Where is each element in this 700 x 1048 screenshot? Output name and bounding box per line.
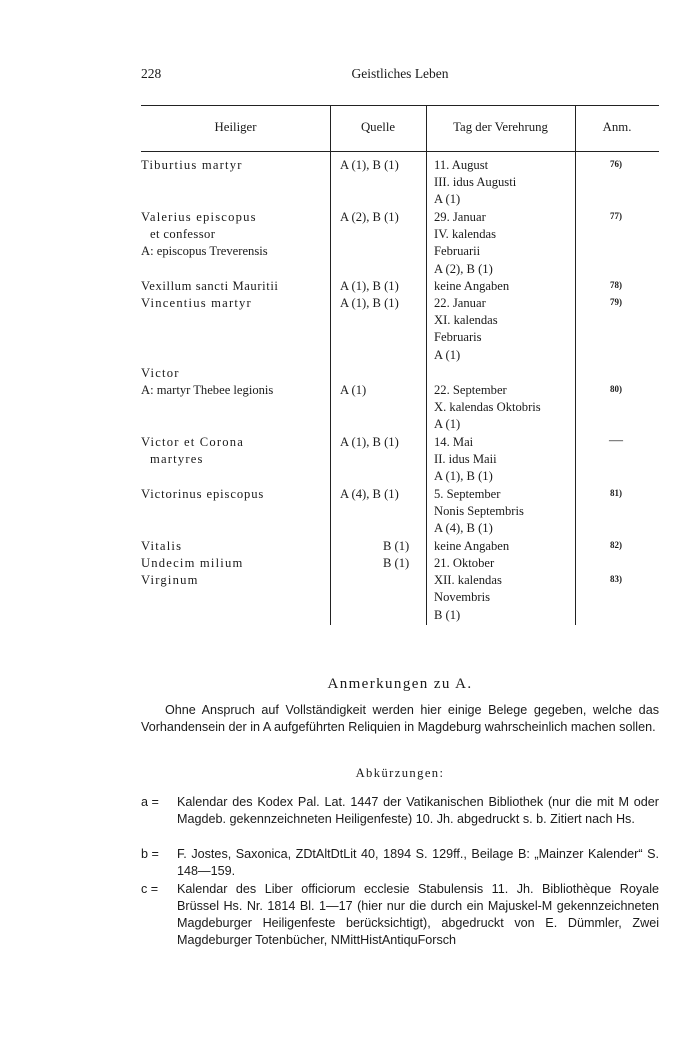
table-row-source: A (4), B (1) (340, 487, 399, 501)
page-number: 228 (141, 66, 162, 81)
table-row-source: A (1), B (1) (340, 158, 399, 172)
column-divider (330, 105, 331, 625)
abbreviation-key: a = (141, 795, 159, 809)
column-divider (575, 105, 576, 625)
table-row-saint: Undecim milium Virginum (141, 556, 244, 588)
table-row-note: 80) (610, 384, 622, 394)
table-row-note: 76) (610, 159, 622, 169)
column-divider (426, 105, 427, 625)
col-header-source: Quelle (360, 120, 396, 134)
table-row-saint: Tiburtius martyr (141, 158, 243, 172)
table-row-source: B (1) (383, 556, 410, 570)
table-row-note: 77) (610, 211, 622, 221)
table-row-saint: Vexillum sancti Mauritii (141, 279, 279, 293)
table-row-source: A (1), B (1) (340, 279, 399, 293)
table-row-day: 22. September X. kalendas Oktobris A (1) (434, 383, 541, 432)
table-row-day: keine Angaben (434, 539, 510, 553)
abbreviation-entry (141, 881, 659, 949)
table-row-saint: Victor et Corona martyres (141, 435, 245, 467)
table-row-source: B (1) (383, 539, 410, 553)
abbreviations-heading: Abkürzungen: (355, 766, 445, 780)
abbreviation-key: b = (141, 847, 159, 861)
table-row-source: A (1), B (1) (340, 435, 399, 449)
running-title: Geistliches Leben (351, 66, 449, 81)
abbreviation-entry (141, 794, 659, 828)
table-row-source: A (2), B (1) (340, 210, 399, 224)
table-row-saint: Victor A: martyr Thebee legionis (141, 366, 274, 398)
table-row-note: — (609, 433, 623, 448)
notes-heading: Anmerkungen zu A. (327, 676, 473, 692)
table-header-rule (141, 151, 659, 152)
table-row-day: 11. August III. idus Augusti A (1) (434, 158, 517, 207)
table-row-note: 78) (610, 280, 622, 290)
table-row-note: 81) (610, 488, 622, 498)
table-row-saint: Valerius episcopus et confessor A: episcopus Treverensis (141, 210, 268, 259)
abbreviation-entry (141, 846, 659, 880)
table-row-day: 22. Januar XI. kalendas Februaris A (1) (434, 296, 498, 362)
table-row-day: 5. September Nonis Septembris A (4), B (1) (434, 487, 524, 536)
table-row-day: keine Angaben (434, 279, 510, 293)
saints-table (141, 105, 659, 625)
table-row-saint: Victorinus episcopus (141, 487, 265, 501)
col-header-note: Anm. (602, 120, 632, 134)
col-header-day: Tag der Verehrung (453, 120, 548, 134)
page-header (141, 66, 659, 86)
abbreviation-text: Kalendar des Kodex Pal. Lat. 1447 der Vatikanischen Bibliothek (nur die mit M oder Magdeb. gekennzeichneten Heiligenfeste) 10. Jh. abgedruckt s. b. Zitiert nach Hs. (177, 795, 659, 826)
abbreviation-key: c = (141, 882, 159, 896)
table-row-saint: Vitalis (141, 539, 183, 553)
col-header-saint: Heiliger (214, 120, 257, 134)
notes-intro-paragraph: Ohne Anspruch auf Vollständigkeit werden hier einige Belege gegeben, welche das Vorhandensein der in A aufgeführten Reliquien in Magdeburg wahrscheinlich machen sollen. (141, 703, 659, 734)
table-row-day: 29. Januar IV. kalendas Februarii A (2), B (1) (434, 210, 497, 276)
table-row-note: 83) (610, 574, 622, 584)
table-row-day: 14. Mai II. idus Maii A (1), B (1) (434, 435, 497, 484)
table-row-note: 79) (610, 297, 622, 307)
table-row-saint: Vincentius martyr (141, 296, 252, 310)
table-row-day: 21. Oktober XII. kalendas Novembris B (1) (434, 556, 502, 622)
abbreviation-text: F. Jostes, Saxonica, ZDtAltDtLit 40, 1894 S. 129ff., Beilage B: „Mainzer Kalender“ S. 148—159. (177, 847, 659, 878)
abbreviation-text: Kalendar des Liber officiorum ecclesie Stabulensis 11. Jh. Bibliothèque Royale Brüssel Hs. Nr. 1814 Bl. 1—17 (hier nur die durch ein Majuskel-M gekennzeichneten Magdeburger Heiligenfeste berücksichtigt), abgedruckt von E. Dümmler, Zwei Magdeburger Totenbücher, NMittHistAntiquForsch (177, 882, 659, 947)
table-row-source: A (1) (340, 383, 367, 397)
table-top-rule (141, 105, 659, 106)
table-row-note: 82) (610, 540, 622, 550)
table-row-source: A (1), B (1) (340, 296, 399, 310)
